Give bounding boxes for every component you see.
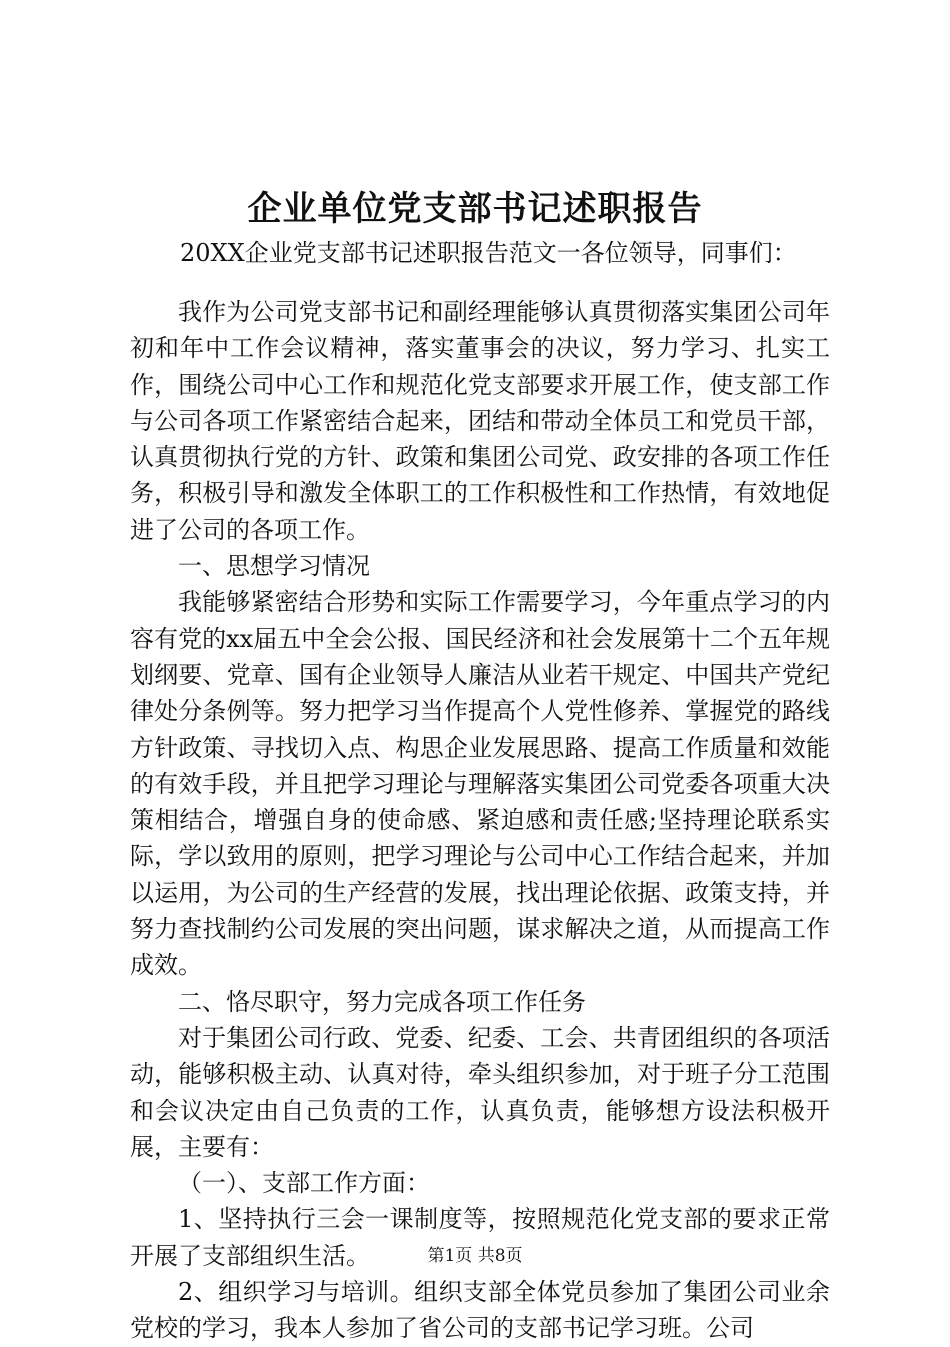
list-item-1: 1、坚持执行三会一课制度等，按照规范化党支部的要求正常开展了支部组织生活。 <box>130 1205 830 1270</box>
section-heading-study: 一、思想学习情况 <box>178 552 370 581</box>
paragraph-study: 我能够紧密结合形势和实际工作需要学习，今年重点学习的内容有党的xx届五中全会公报、国民经济和社会发展第十二个五年规划纲要、党章、国有企业领导人廉洁从业若干规定、中国共产党纪律处分条例等。努力把学习当作提高个人党性修养、掌握党的路线方针政策、寻找切入点、构思企业发展思路、提高工作质量和效能的有效手段，并且把学习理论与理解落实集团公司党委各项重大决策相结合，增强自身的使命感、紧迫感和责任感;坚持理论联系实际，学以致用的原则，把学习理论与公司中心工作结合起来，并加以运用，为公司的生产经营的发展，找出理论依据、政策支持，并努力查找制约公司发展的突出问题，谋求解决之道，从而提高工作成效。 <box>130 588 830 980</box>
document-subtitle: 20XX企业党支部书记述职报告范文一各位领导，同事们： <box>180 239 797 267</box>
document-body <box>130 294 830 1347</box>
paragraph-intro: 我作为公司党支部书记和副经理能够认真贯彻落实集团公司年初和年中工作会议精神，落实董事会的决议，努力学习、扎实工作，围绕公司中心工作和规范化党支部要求开展工作，使支部工作与公司各项工作紧密结合起来，团结和带动全体员工和党员干部，认真贯彻执行党的方针、政策和集团公司党、政安排的各项工作任务，积极引导和激发全体职工的工作积极性和工作热情，有效地促进了公司的各项工作。 <box>130 298 830 544</box>
list-item-2: 2、组织学习与培训。组织支部全体党员参加了集团公司业余党校的学习，我本人参加了省公司的支部书记学习班。公司 <box>130 1278 830 1343</box>
document-title: 企业单位党支部书记述职报告 <box>247 189 703 229</box>
section-heading-duties: 二、恪尽职守，努力完成各项工作任务 <box>178 987 586 1016</box>
subsection-heading-branch: （一）、支部工作方面： <box>178 1169 430 1198</box>
page-footer: 第1页 共8页 <box>427 1246 523 1266</box>
paragraph-duties: 对于集团公司行政、党委、纪委、工会、共青团组织的各项活动，能够积极主动、认真对待，牵头组织参加，对于班子分工范围和会议决定由自己负责的工作，认真负责，能够想方设法积极开展，主要有： <box>130 1023 830 1161</box>
